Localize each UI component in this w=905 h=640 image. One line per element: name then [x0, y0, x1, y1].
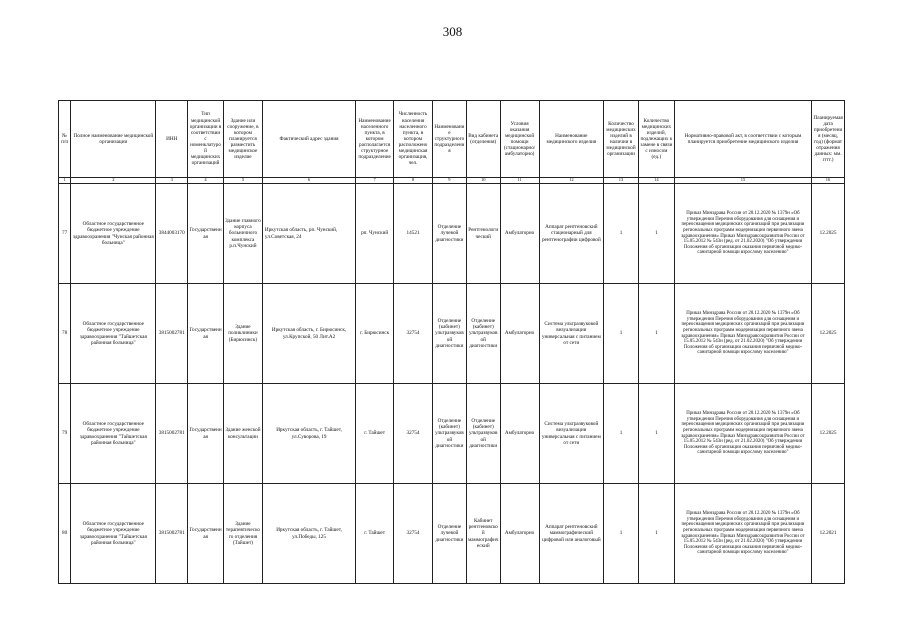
header-cell: Нормативно-правовой акт, в соответствии с которым планируется приобретение медицинского изделия	[674, 101, 811, 178]
qty-replace: 1	[638, 284, 674, 384]
care-conditions: Амбулаторно	[500, 284, 539, 384]
organization-type: Государственная	[188, 384, 224, 484]
table-row	[59, 484, 845, 584]
header-cell: Здание или сооружение, в котором планируется разместить медицинское изделие	[223, 101, 262, 178]
locality: рп. Чунский	[356, 184, 394, 284]
row-number: 80	[59, 484, 71, 584]
legal-act: Приказ Минздрава России от 28.12.2020 № 1379н «Об утверждении Перечня оборудования для оснащения и переоснащения медицинских организаций при реализации региональных программ модернизации первичного звена здравоохранения» Приказ Минздравсоцразвития России от 15.05.2012 № 543н (ред. от 21.02.2020) "Об утверждении Положения об организации оказания первичной медико-санитарной помощи взрослому населению"	[674, 184, 811, 284]
inn: 3815002781	[156, 484, 188, 584]
column-number: 16	[812, 178, 845, 184]
structural-unit: Отделение лучевой диагностики	[433, 484, 467, 584]
address: Иркутская область, г. Тайшет, ул.Суворова, 19	[262, 384, 355, 484]
column-number: 7	[356, 178, 394, 184]
column-number: 6	[262, 178, 355, 184]
column-number: 10	[466, 178, 500, 184]
column-number: 3	[156, 178, 188, 184]
cabinet-type: Отделение (кабинет) ультразвуковой диагностики	[466, 284, 500, 384]
column-number: 9	[433, 178, 467, 184]
column-number: 1	[59, 178, 71, 184]
header-cell: Вид кабинета (отделения)	[466, 101, 500, 178]
qty-replace: 1	[638, 484, 674, 584]
page-number: 308	[442, 24, 463, 39]
building: Здание поликлиники (Бирюсинск)	[223, 284, 262, 384]
column-number: 14	[638, 178, 674, 184]
header-cell: Наименование медицинского изделия	[539, 101, 604, 178]
header-cell: Наименование структурного подразделения	[433, 101, 467, 178]
device-name: Система ультразвуковой визуализации универсальная с питанием от сети	[539, 384, 604, 484]
population: 32754	[394, 284, 433, 384]
table-row	[59, 284, 845, 384]
header-row	[59, 101, 845, 178]
locality: г. Тайшет	[356, 484, 394, 584]
cabinet-type: Рентгенологический	[466, 184, 500, 284]
qty-replace: 1	[638, 384, 674, 484]
row-number: 79	[59, 384, 71, 484]
column-number: 11	[500, 178, 539, 184]
column-number: 4	[188, 178, 224, 184]
cabinet-type: Кабинет рентгеновской маммографический	[466, 484, 500, 584]
header-cell: ИНН	[156, 101, 188, 178]
organization-name: Областное государственное бюджетное учреждение здравоохранения "Чунская районная больница"	[71, 184, 156, 284]
header-cell: Численность населения населенного пункта, в котором расположено медицинская организация, чел.	[394, 101, 433, 178]
organization-type: Государственная	[188, 484, 224, 584]
building: Здание главного корпуса больничного комплекса р.п.Чунский	[223, 184, 262, 284]
structural-unit: Отделение (кабинет) ультразвуковой диагностики	[433, 384, 467, 484]
legal-act: Приказ Минздрава России от 28.12.2020 № 1379н «Об утверждении Перечня оборудования для оснащения и переоснащения медицинских организаций при реализации региональных программ модернизации первичного звена здравоохранения» Приказ Минздравсоцразвития России от 15.05.2012 № 543н (ред. от 21.02.2020) "Об утверждении Положения об организации оказания первичной медико-санитарной помощи взрослому населению"	[674, 284, 811, 384]
column-number: 13	[604, 178, 639, 184]
header-cell: Количество медицинских изделий в наличии в медицинской организации	[604, 101, 639, 178]
locality: г. Тайшет	[356, 384, 394, 484]
header-cell: Полное наименование медицинской организации	[71, 101, 156, 178]
care-conditions: Амбулаторно	[500, 484, 539, 584]
inn: 3815002781	[156, 284, 188, 384]
inn: 3815002781	[156, 384, 188, 484]
column-number: 8	[394, 178, 433, 184]
address: Иркутская область, г. Тайшет, ул.Победы, 125	[262, 484, 355, 584]
column-number: 12	[539, 178, 604, 184]
building: Здание женской консультации	[223, 384, 262, 484]
row-number: 78	[59, 284, 71, 384]
table-row	[59, 184, 845, 284]
organization-type: Государственная	[188, 284, 224, 384]
address: Иркутская область, рп. Чунский, ул.Советская, 24	[262, 184, 355, 284]
row-number: 77	[59, 184, 71, 284]
structural-unit: Отделение лучевой диагностики	[433, 184, 467, 284]
column-number: 5	[223, 178, 262, 184]
header-cell: № п/п	[59, 101, 71, 178]
column-number: 15	[674, 178, 811, 184]
structural-unit: Отделение (кабинет) ультразвуковой диагностики	[433, 284, 467, 384]
organization-name: Областное государственное бюджетное учреждение здравоохранения "Тайшетская районная больница"	[71, 484, 156, 584]
table-row	[59, 384, 845, 484]
header-cell: Фактический адрес здания	[262, 101, 355, 178]
header-cell: Тип медицинской организации в соответствии с номенклатурой медицинских организаций	[188, 101, 224, 178]
device-name: Аппарат рентгеновский стационарный для рентгенографии цифровой	[539, 184, 604, 284]
header-cell: Условия оказания медицинской помощи (стационарно/амбулаторно)	[500, 101, 539, 178]
planned-date: 12.2021	[812, 484, 845, 584]
care-conditions: Амбулаторно	[500, 184, 539, 284]
header-cell: Наименование населенного пункта, в котором располагается структурное подразделение	[356, 101, 394, 178]
address: Иркутская область, г. Бирюсинск, ул.Крупской, 50 Лит.А2	[262, 284, 355, 384]
planned-date: 12.2025	[812, 184, 845, 284]
header-cell: Количество медицинских изделий, подлежащих к замене в связи с износом (ед.)	[638, 101, 674, 178]
building: Здание терапевтического отделения (Тайшет)	[223, 484, 262, 584]
planned-date: 12.2025	[812, 284, 845, 384]
equipment-table	[58, 100, 845, 584]
header-cell: Планируемая дата приобретения (месяц, год) (формат отражения данных: мм. гггг.)	[812, 101, 845, 178]
inn: 3844003170	[156, 184, 188, 284]
legal-act: Приказ Минздрава России от 28.12.2020 № 1379н «Об утверждении Перечня оборудования для оснащения и переоснащения медицинских организаций при реализации региональных программ модернизации первичного звена здравоохранения» Приказ Минздравсоцразвития России от 15.05.2012 № 543н (ред. от 21.02.2020) "Об утверждении Положения об организации оказания первичной медико-санитарной помощи взрослому населению"	[674, 484, 811, 584]
population: 32754	[394, 484, 433, 584]
cabinet-type: Отделение (кабинет) ультразвуковой диагностики	[466, 384, 500, 484]
organization-type: Государственная	[188, 184, 224, 284]
device-name: Система ультразвуковой визуализации универсальная с питанием от сети	[539, 284, 604, 384]
qty-available: 1	[604, 284, 639, 384]
device-name: Аппарат рентгеновский маммографический цифровой или аналоговый	[539, 484, 604, 584]
population: 32754	[394, 384, 433, 484]
population: 14521	[394, 184, 433, 284]
locality: г. Бирюсинск	[356, 284, 394, 384]
qty-available: 1	[604, 184, 639, 284]
qty-available: 1	[604, 484, 639, 584]
legal-act: Приказ Минздрава России от 28.12.2020 № 1379н «Об утверждении Перечня оборудования для оснащения и переоснащения медицинских организаций при реализации региональных программ модернизации первичного звена здравоохранения» Приказ Минздравсоцразвития России от 15.05.2012 № 543н (ред. от 21.02.2020) "Об утверждении Положения об организации оказания первичной медико-санитарной помощи взрослому населению"	[674, 384, 811, 484]
column-number: 2	[71, 178, 156, 184]
organization-name: Областное государственное бюджетное учреждение здравоохранения "Тайшетская районная больница"	[71, 284, 156, 384]
care-conditions: Амбулаторно	[500, 384, 539, 484]
qty-replace: 1	[638, 184, 674, 284]
organization-name: Областное государственное бюджетное учреждение здравоохранения "Тайшетская районная больница"	[71, 384, 156, 484]
qty-available: 1	[604, 384, 639, 484]
planned-date: 12.2025	[812, 384, 845, 484]
